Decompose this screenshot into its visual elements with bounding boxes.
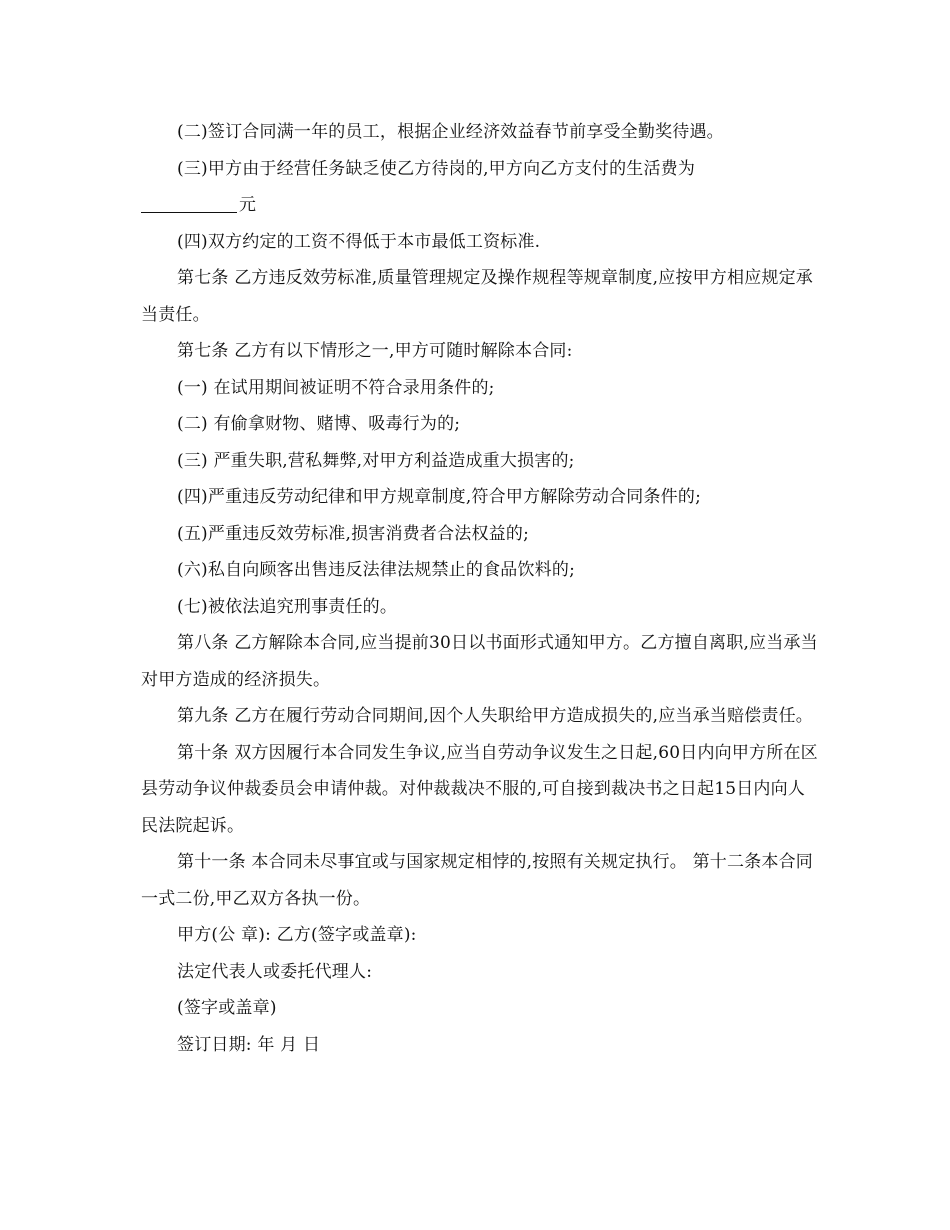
document-body (141, 114, 821, 1063)
paragraph-article-9: 第九条 乙方在履行劳动合同期间,因个人失职给甲方造成损失的,应当承当赔偿责任。 (177, 706, 814, 726)
list-item-termination-4: (四)严重违反劳动纪律和甲方规章制度,符合甲方解除劳动合同条件的; (177, 487, 701, 507)
list-item-termination-3: (三) 严重失职,营私舞弊,对甲方利益造成重大损害的; (177, 450, 575, 471)
list-item-termination-5: (五)严重违反效劳标准,损害消费者合法权益的; (177, 523, 529, 544)
list-item-termination-7: (七)被依法追究刑事责任的。 (177, 596, 398, 617)
list-item-termination-2: (二) 有偷拿财物、赌博、吸毒行为的; (177, 414, 461, 434)
paragraph-benefit-2: (二)签订合同满一年的员工，根据企业经济效益春节前享受全勤奖待遇。 (177, 122, 724, 142)
paragraph-article-7a: 第七条 乙方违反效劳标准,质量管理规定及操作规程等规章制度,应按甲方相应规定承当责任。 (141, 268, 814, 325)
list-item-termination-1: (一) 在试用期间被证明不符合录用条件的; (177, 377, 495, 398)
signature-seal-line: (签字或盖章) (177, 998, 277, 1018)
signature-representative-line: 法定代表人或委托代理人: (177, 961, 373, 982)
paragraph-benefit-3-amount (141, 187, 821, 224)
paragraph-benefit-3: (三)甲方由于经营任务缺乏使乙方待岗的,甲方向乙方支付的生活费为 (177, 158, 696, 179)
currency-unit: 元 (239, 195, 257, 215)
blank-amount-line (141, 195, 237, 213)
paragraph-article-8: 第八条 乙方解除本合同,应当提前30日以书面形式通知甲方。乙方擅自离职,应当承当对甲方造成的经济损失。 (141, 633, 818, 690)
signing-date-line: 签订日期: 年 月 日 (177, 1034, 321, 1055)
paragraph-benefit-4: (四)双方约定的工资不得低于本市最低工资标准. (177, 231, 541, 252)
list-item-termination-6: (六)私自向顾客出售违反法律法规禁止的食品饮料的; (177, 560, 575, 580)
paragraph-article-10: 第十条 双方因履行本合同发生争议,应当自劳动争议发生之日起,60日内向甲方所在区县劳动争议仲裁委员会申请仲裁。对仲裁裁决不服的,可自接到裁决书之日起15日内向人民法院起诉。 (141, 742, 818, 836)
paragraph-article-11-12: 第十一条 本合同未尽事宜或与国家规定相悖的,按照有关规定执行。 第十二条本合同一式二份,甲乙双方各执一份。 (141, 852, 814, 909)
signature-party-line: 甲方(公 章): 乙方(签字或盖章): (177, 925, 417, 945)
paragraph-article-7b: 第七条 乙方有以下情形之一,甲方可随时解除本合同: (177, 341, 573, 361)
